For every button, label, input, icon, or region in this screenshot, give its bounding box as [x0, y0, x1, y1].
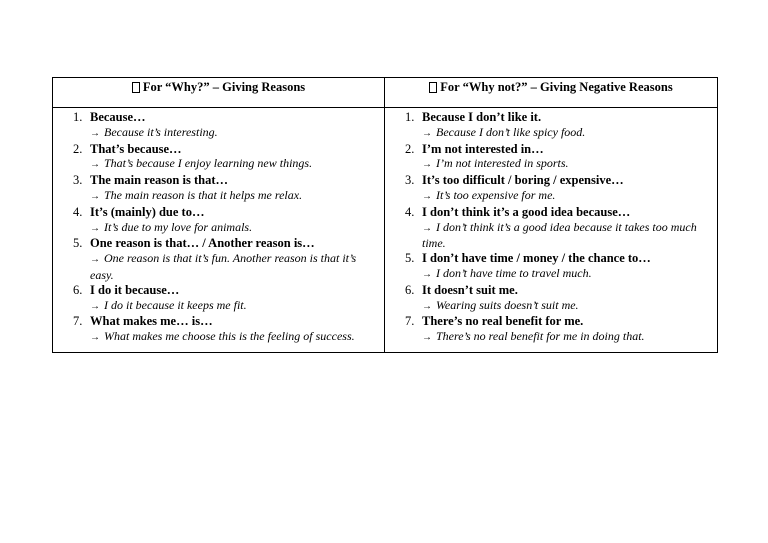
reason-phrase: One reason is that… / Another reason is…: [90, 236, 315, 251]
item-number: 3.: [405, 173, 415, 188]
why-reasons-list: [53, 110, 376, 346]
reason-phrase: I do it because…: [90, 282, 180, 297]
arrow-right-icon: →: [90, 254, 100, 266]
arrow-right-icon: →: [422, 268, 432, 280]
item-number: 4.: [73, 204, 83, 219]
example-text: It’s too expensive for me.: [436, 187, 556, 202]
list-item: [53, 205, 376, 237]
example-sentence: [90, 156, 376, 173]
list-item: [385, 173, 709, 205]
example-sentence: [90, 251, 376, 283]
item-number: 4.: [405, 204, 415, 219]
list-item: [53, 173, 376, 205]
item-number: 5.: [405, 251, 415, 266]
arrow-right-icon: →: [422, 127, 432, 139]
header-why-label: For “Why?” – Giving Reasons: [142, 80, 306, 94]
example-sentence: [90, 188, 376, 205]
example-text: The main reason is that it helps me relax.: [104, 187, 303, 202]
header-why-not-label: For “Why not?” – Giving Negative Reasons: [440, 80, 673, 94]
example-text: I do it because it keeps me fit.: [104, 297, 247, 312]
reason-phrase: It’s (mainly) due to…: [90, 204, 205, 219]
arrow-right-icon: →: [422, 159, 432, 171]
example-text: One reason is that it’s fun. Another reason is that it’s easy.: [90, 251, 357, 282]
example-text: It’s due to my love for animals.: [104, 219, 253, 234]
list-item: [53, 236, 376, 282]
list-item: [385, 110, 709, 142]
arrow-right-icon: →: [90, 300, 100, 312]
reason-phrase: Because I don’t like it.: [422, 110, 542, 124]
why-not-reasons-cell: [385, 108, 718, 353]
reason-phrase: That’s because…: [90, 141, 182, 156]
example-sentence: [90, 220, 376, 237]
header-why-not: [385, 78, 718, 108]
reason-phrase: Because…: [90, 110, 146, 124]
item-number: 6.: [405, 282, 415, 297]
item-number: 7.: [73, 314, 83, 329]
arrow-right-icon: →: [90, 332, 100, 344]
list-item: [385, 205, 709, 251]
list-item: [53, 283, 376, 315]
example-sentence: [422, 188, 709, 205]
arrow-right-icon: →: [90, 190, 100, 202]
item-number: 1.: [405, 110, 415, 124]
example-text: Because I don’t like spicy food.: [436, 124, 586, 139]
item-number: 6.: [73, 282, 83, 297]
item-number: 2.: [73, 141, 83, 156]
why-reasons-cell: [53, 108, 385, 353]
example-sentence: [422, 220, 709, 252]
example-sentence: [422, 156, 709, 173]
checkbox-icon: [429, 82, 437, 93]
reason-phrase: There’s no real benefit for me.: [422, 314, 584, 329]
list-item: [53, 314, 376, 346]
reason-phrase: What makes me… is…: [90, 314, 213, 329]
arrow-right-icon: →: [422, 300, 432, 312]
arrow-right-icon: →: [90, 159, 100, 171]
reason-phrase: I don’t have time / money / the chance to…: [422, 251, 651, 266]
reason-phrase: The main reason is that…: [90, 173, 228, 188]
list-item: [385, 251, 709, 283]
reasons-table: [52, 77, 718, 353]
arrow-right-icon: →: [90, 222, 100, 234]
list-item: [385, 283, 709, 315]
table-header-row: [53, 78, 718, 108]
example-sentence: [422, 298, 709, 315]
example-sentence: [90, 329, 376, 346]
example-text: That’s because I enjoy learning new things.: [104, 156, 313, 171]
reason-phrase: I don’t think it’s a good idea because…: [422, 204, 631, 219]
example-sentence: [90, 125, 376, 142]
item-number: 3.: [73, 173, 83, 188]
item-number: 1.: [73, 110, 83, 124]
list-item: [53, 110, 376, 142]
item-number: 2.: [405, 141, 415, 156]
example-sentence: [90, 298, 376, 315]
example-text: I don’t have time to travel much.: [436, 265, 592, 280]
reason-phrase: I’m not interested in…: [422, 141, 544, 156]
arrow-right-icon: →: [422, 222, 432, 234]
header-why: [53, 78, 385, 108]
example-text: There’s no real benefit for me in doing that.: [436, 329, 645, 344]
list-item: [385, 314, 709, 346]
arrow-right-icon: →: [422, 332, 432, 344]
item-number: 7.: [405, 314, 415, 329]
example-text: Because it’s interesting.: [104, 124, 218, 139]
arrow-right-icon: →: [422, 190, 432, 202]
example-sentence: [422, 125, 709, 142]
list-item: [385, 142, 709, 174]
item-number: 5.: [73, 236, 83, 251]
list-item: [53, 142, 376, 174]
example-sentence: [422, 329, 709, 346]
example-text: I don’t think it’s a good idea because it takes too much time.: [422, 219, 697, 251]
example-sentence: [422, 266, 709, 283]
table-body-row: [53, 108, 718, 353]
example-text: What makes me choose this is the feeling of success.: [104, 329, 355, 344]
example-text: Wearing suits doesn’t suit me.: [436, 297, 579, 312]
arrow-right-icon: →: [90, 127, 100, 139]
example-text: I’m not interested in sports.: [436, 156, 569, 171]
checkbox-icon: [132, 82, 140, 93]
why-not-reasons-list: [385, 110, 709, 346]
reason-phrase: It doesn’t suit me.: [422, 282, 518, 297]
reason-phrase: It’s too difficult / boring / expensive…: [422, 173, 624, 188]
